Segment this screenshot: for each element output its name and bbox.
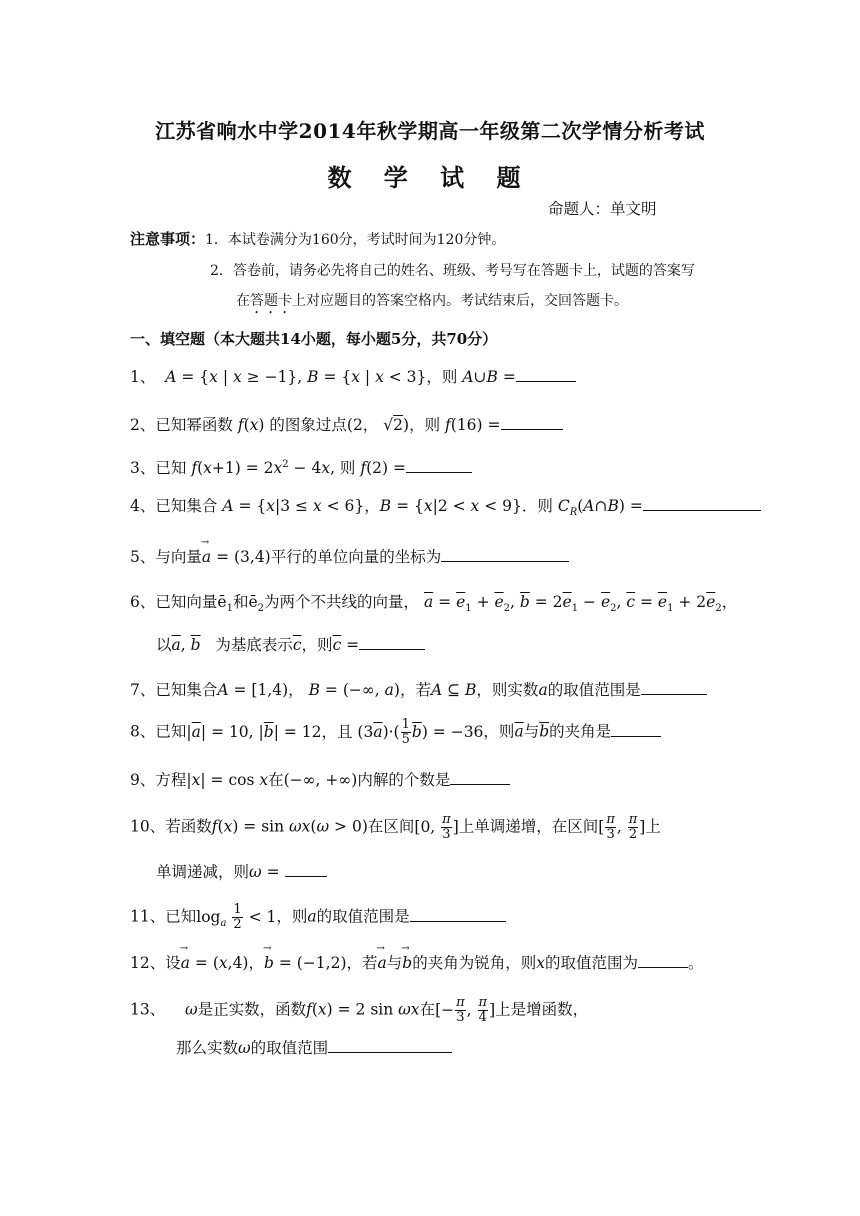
question-text: 的取值范围 xyxy=(250,1039,329,1057)
question-number: 7、 xyxy=(130,681,156,699)
question-text: ．则 xyxy=(521,497,553,515)
math-expression: (−∞, +∞) xyxy=(283,771,358,789)
answer-blank[interactable] xyxy=(611,722,661,737)
math-expression: |x| = cos x xyxy=(186,771,269,789)
question-number: 8、 xyxy=(130,722,156,741)
question-text: 为基底表示 xyxy=(215,636,293,654)
question-text: 的取值范围为 xyxy=(544,954,638,972)
notice-item-1: 1．本试卷满分为160分，考试时间为120分钟。 xyxy=(205,232,506,248)
math-expression: $ē_2$ xyxy=(248,593,265,615)
math-expression: [0, $\frac{\pi}{3}$ ] xyxy=(414,812,459,842)
answer-blank[interactable] xyxy=(450,770,510,785)
question-text: 在 xyxy=(268,771,284,789)
question-number: 12、 xyxy=(130,954,166,972)
question-text: 单调递减，则 xyxy=(156,863,250,881)
answer-blank[interactable] xyxy=(410,907,506,922)
question-7 xyxy=(130,678,707,700)
math-expression: $ē_1$ xyxy=(217,593,233,615)
question-text: 与向量 xyxy=(155,548,202,566)
question-number: 3、 xyxy=(130,459,156,477)
question-number: 6、 xyxy=(130,593,156,611)
math-expression: ω xyxy=(238,1039,251,1057)
question-text: 的夹角是 xyxy=(549,722,612,741)
question-5 xyxy=(130,545,569,567)
question-number: 1、 xyxy=(130,368,156,386)
question-number: 5、 xyxy=(130,548,156,566)
math-expression: ω xyxy=(184,1000,198,1019)
question-text: 那么实数 xyxy=(176,1039,239,1057)
question-text: 已知向量 xyxy=(155,593,218,611)
question-text: 若函数 xyxy=(165,817,212,836)
math-expression: $\overline{a}$ xyxy=(514,722,524,741)
math-expression: → b xyxy=(402,954,412,972)
math-expression: A = {x | x ≥ −1}, B = {x | x < 3}，则 A∪B = xyxy=(165,368,516,386)
question-9 xyxy=(130,768,510,790)
answer-blank[interactable] xyxy=(406,458,472,473)
question-text: 平行的单位向量的坐标为 xyxy=(270,548,442,566)
question-text: 已知 xyxy=(155,459,187,477)
answer-blank[interactable] xyxy=(641,680,707,695)
notice-emphasis: 答题卡 xyxy=(250,293,292,309)
question-text: 已知幂函数 xyxy=(155,416,233,434)
question-text: 的夹角为锐角，则 xyxy=(412,954,537,972)
question-text: 以 xyxy=(156,636,172,654)
question-12 xyxy=(130,951,704,973)
question-13 xyxy=(130,996,588,1025)
answer-blank[interactable] xyxy=(328,1038,452,1053)
answer-blank[interactable] xyxy=(285,862,327,877)
question-text: 已知 xyxy=(155,722,187,741)
question-text: 是正实数，函数 xyxy=(197,1000,307,1019)
question-text: 的取值范围是 xyxy=(316,907,410,926)
exam-title: 江苏省响水中学2014年秋学期高一年级第二次学情分析考试 xyxy=(155,119,705,143)
math-expression: $f(x+1) = 2x^2 - 4x$, 则 f(2) = xyxy=(191,458,406,477)
question-text: 在 xyxy=(419,1000,436,1019)
question-text: ，则 xyxy=(276,907,308,926)
notice-label: 注意事项： xyxy=(130,230,206,248)
math-expression: f(x) = 2 sin ωx xyxy=(306,1000,420,1019)
math-expression: f(16) = xyxy=(445,416,501,434)
math-expression: a xyxy=(307,907,317,926)
question-text: ，若 xyxy=(346,954,378,972)
section-heading-fill-in: 一、填空题（本大题共14小题，每小题5分，共70分） xyxy=(130,330,498,348)
math-expression: $|\overline{a}| = 10$, $|\overline{b}| = 12$，且 $(3\overline{a})\cdot$( $\frac{1}{5}$ $\overline{b}) = -36$ xyxy=(186,717,484,747)
question-6-line-2 xyxy=(156,633,425,655)
question-number: 4、 xyxy=(130,497,156,515)
question-2 xyxy=(130,413,563,435)
question-number: 11、 xyxy=(130,907,166,926)
math-expression: $C_R(A\cap B)$ = xyxy=(557,497,643,519)
question-8 xyxy=(130,718,661,747)
math-expression: ω = xyxy=(249,863,285,881)
answer-blank[interactable] xyxy=(441,547,569,562)
math-expression: f(x) xyxy=(237,416,265,434)
question-number: 13、 xyxy=(130,1000,166,1019)
question-text: 的图象过点(2， xyxy=(269,416,379,434)
math-expression: √2 xyxy=(383,416,404,434)
notice-item-2-line2 xyxy=(236,290,628,317)
math-expression: $\log_a$ $\frac{1}{2}$ < 1 xyxy=(196,902,277,932)
math-expression: $\overline{a}$, $\overline{b}$ xyxy=(171,636,201,654)
notice-item-2-line1: 2．答卷前，请务必先将自己的姓名、班级、考号写在答题卡上，试题的答案写 xyxy=(210,263,695,279)
question-10-line-2 xyxy=(156,860,327,882)
author-line: 命题人：单文明 xyxy=(548,200,657,218)
math-expression: A ⊆ B xyxy=(430,681,477,699)
exam-subtitle: 数 学 试 题 xyxy=(327,163,533,192)
question-text: 上单调递增，在区间 xyxy=(458,817,599,836)
question-text: 与 xyxy=(523,722,540,741)
question-text: ，则 xyxy=(301,636,333,654)
question-6 xyxy=(130,590,737,614)
question-1 xyxy=(130,365,576,387)
question-text: 。 xyxy=(688,954,704,972)
question-text: 与 xyxy=(386,954,403,972)
math-expression: $\overline{c}$ = xyxy=(332,636,360,654)
question-number: 9、 xyxy=(130,771,156,789)
question-text: )，则 xyxy=(403,416,441,434)
math-expression: → a xyxy=(378,954,387,972)
math-expression: A = {x|3 ≤ x < 6}，B = {x|2 < x < 9} xyxy=(222,497,522,515)
math-expression: $\overline{a} = \overline{e}_1 + \overline{e}_2$, $\overline{b} = 2\overline{e}_1 - \overline{e}_2$, $\overline{c} = \overline{e}_1 + 2\overline{e}_2$， xyxy=(423,593,738,615)
math-expression: $\overline{c}$ xyxy=(292,636,302,654)
question-10 xyxy=(130,813,661,842)
question-text: 已知集合 xyxy=(155,497,218,515)
question-text: 方程 xyxy=(155,771,187,789)
question-13-line-2 xyxy=(176,1036,452,1058)
math-expression: A = [1,4)， B = (−∞, a) xyxy=(217,681,400,699)
question-number: 10、 xyxy=(130,817,166,836)
question-text: ，若 xyxy=(399,681,431,699)
answer-blank[interactable] xyxy=(501,415,563,430)
question-number: 2、 xyxy=(130,416,156,434)
question-text: ，则 xyxy=(483,722,515,741)
notice-row-1 xyxy=(130,228,505,249)
question-11 xyxy=(130,903,506,932)
math-expression: [ $\frac{\pi}{3}$ , $\frac{\pi}{2}$ ] xyxy=(598,812,646,842)
question-text: ，则实数 xyxy=(476,681,539,699)
math-expression: a xyxy=(538,681,548,699)
notice-text: 上对应题目的答案空格内。考试结束后，交回答题卡。 xyxy=(292,293,628,309)
question-text: 内解的个数是 xyxy=(357,771,451,789)
math-expression: f(x) = sin ωx(ω > 0) xyxy=(211,817,368,836)
question-3 xyxy=(130,456,472,478)
answer-blank[interactable] xyxy=(516,367,576,382)
math-expression: $\overline{b}$ xyxy=(539,722,550,741)
answer-blank[interactable] xyxy=(643,496,761,511)
question-4 xyxy=(130,494,761,518)
question-text: 已知集合 xyxy=(155,681,218,699)
math-expression: → a = (x,4)，→ b = (−1,2) xyxy=(181,954,347,972)
notice-text: 在 xyxy=(236,293,250,309)
math-expression: [− $\frac{\pi}{3}$ , $\frac{\pi}{4}$ ] xyxy=(435,995,496,1025)
answer-blank[interactable] xyxy=(638,953,688,968)
question-text: 上是增函数， xyxy=(495,1000,589,1019)
question-text: 上 xyxy=(645,817,661,836)
question-text: 设 xyxy=(165,954,181,972)
question-text: 已知 xyxy=(165,907,197,926)
answer-blank[interactable] xyxy=(359,635,425,650)
question-text: 和 xyxy=(232,593,249,611)
question-text: 在区间 xyxy=(367,817,415,836)
math-expression: → a = (3,4) xyxy=(202,548,271,566)
math-expression: x xyxy=(536,954,545,972)
question-text: 为两个不共线的向量， xyxy=(264,593,420,611)
question-text: 的取值范围是 xyxy=(547,681,641,699)
